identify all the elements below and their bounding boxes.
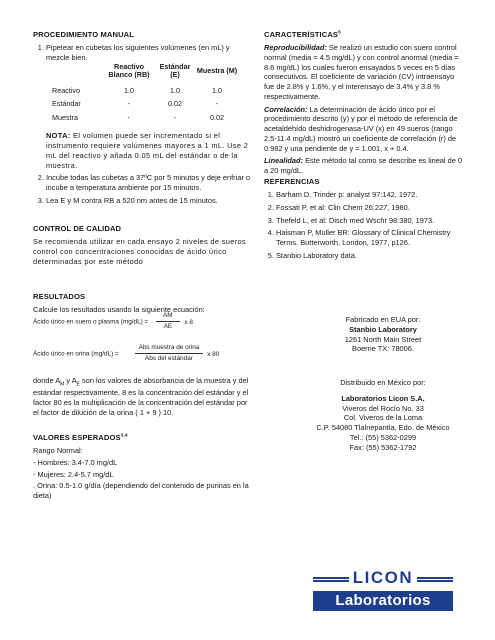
manufacturer-address-2: Boerne TX: 78006. [352, 344, 414, 354]
range-urine: . Orina: 0.5-1.0 g/día (dependiendo del contenido de purinas en la dieta) [33, 481, 249, 501]
table-cell: Reactivo [52, 85, 80, 95]
table-cell: Muestra [52, 112, 78, 122]
table-cell: Estándar [52, 99, 81, 109]
subscript-e: E [76, 381, 80, 388]
range-men: - Hombres: 3.4-7.0 mg/dL [33, 457, 118, 467]
formula-urine-factor: x 80 [207, 350, 220, 358]
left-column [33, 30, 253, 209]
linearity-text: Este método tal como se describe es lineal de 0 a 20 mg/dL. [264, 156, 463, 176]
manufacturer-made-in: Fabricado en EUA por: [345, 315, 421, 324]
list-item: 3. Thefeld L, et al: Disch med Wschr 98:380, 1973. [276, 216, 464, 226]
formula-serum [33, 312, 193, 332]
manual-step-2: 2. Incube todas las cubetas a 37ºC por 5 minutos y deje enfriar o incube a temperatura ambiente por 15 minutos. [46, 173, 253, 193]
manual-heading: PROCEDIMIENTO MANUAL [33, 30, 135, 39]
table-cell: 1.0 [212, 85, 222, 95]
distributor-name: Laboratorios Licon S.A. [341, 393, 425, 403]
subscript-m: M [60, 381, 65, 388]
table-cell: 1.0 [170, 85, 180, 95]
distributor-address-3: C.P. 54080 Tlalnepantla, Edo. de México [316, 423, 450, 433]
quality-section [33, 224, 253, 266]
reproducibility-paragraph [264, 43, 464, 102]
licon-logo [313, 566, 453, 614]
logo-word-top [313, 568, 453, 588]
results-intro: Calcule los resultados usando la siguiente ecuación: [33, 305, 205, 315]
distributor-address-2: Col. Viveros de la Loma [343, 413, 423, 423]
range-label: Rango Normal: [33, 446, 83, 456]
expected-values-section [33, 433, 253, 501]
linearity-paragraph [264, 156, 464, 176]
logo-word-top-text: LICON [349, 568, 417, 587]
note-text: El volumen puede ser incrementado si el instrumento requiere volúmenes mayores a 1 mL. Use 2 mL del reactivo y añada 0.05 mL del estándar o de la muestra. [46, 131, 249, 170]
expected-heading [33, 433, 253, 443]
volume-note [46, 131, 253, 170]
linearity-label: Linealidad: [264, 156, 304, 166]
expected-heading-sup: 3,4 [120, 433, 128, 439]
characteristics-heading-text: CARACTERÍSTICAS [264, 30, 339, 39]
list-item: 4. Haisman P, Muller BR: Glossary of Clinical Chemistry Terms. Butterworth, London, 1977, p126. [276, 228, 464, 248]
table-cell: - [215, 99, 219, 109]
distributor-tel: Tel.: (55) 5362-0299 [349, 432, 417, 442]
manual-step-1-text: Pipetear en cubetas los siguientes volúmenes (en mL) y mezcle bien. [46, 43, 230, 62]
characteristics-heading-sup: 5 [338, 30, 341, 36]
table-cell: - [127, 99, 131, 109]
table-row [52, 84, 238, 98]
range-women: - Mujeres: 2.4-5.7 mg/dL [33, 469, 114, 479]
table-cell: - [173, 112, 177, 122]
formula-urine-numerator: Abs muestra de orina [135, 344, 204, 354]
manufacturer-block [300, 315, 466, 354]
formula-urine [33, 344, 219, 364]
volumes-header-blank [52, 63, 104, 84]
formula-serum-fraction [156, 312, 180, 332]
list-item: 1. Barham D. Trinder p: analyst 97:142, 1972. [276, 190, 464, 200]
formula-serum-denominator: AE [163, 323, 173, 331]
manual-step-3: 3. Lea E y M contra RB a 520 nm antes de 15 minutos. [46, 196, 253, 206]
formula-urine-fraction [135, 344, 204, 364]
table-cell: 1.0 [124, 85, 134, 95]
volumes-table [52, 63, 238, 125]
distributor-block [290, 378, 476, 452]
volumes-table-header [52, 63, 238, 84]
table-row [52, 111, 238, 125]
logo-word-bottom: Laboratorios [313, 591, 453, 611]
formula-serum-factor: x 8 [184, 318, 193, 326]
distributor-label: Distribuido en México por: [340, 378, 426, 387]
volumes-header-blank-reagent: Reactivo Blanco (RB) [108, 61, 150, 80]
references-section [264, 177, 464, 264]
table-cell: 0.02 [210, 112, 224, 122]
explanation-text: y A [64, 376, 77, 385]
manufacturer-address-1: 1261 North Main Street [344, 334, 422, 344]
manufacturer-name: Stanbio Laboratory [349, 324, 417, 334]
manual-step-1 [46, 43, 253, 170]
correlation-text: La determinación de ácido úrico por el procedimiento descrito (y) y por el método de referencia de acetaldehído deshidrogenasa-UV (x) en 49 sueros (rango 2.5-11.4 mg/dL) mostró un coeficiente de correlación (r) de 0.982 y una pendiente de y = 1.001, x + 0.4. [264, 104, 458, 153]
reproducibility-label: Reproducibilidad: [264, 43, 327, 53]
expected-heading-text: VALORES ESPERADOS [33, 433, 121, 442]
characteristics-heading [264, 30, 464, 40]
table-cell: 0.02 [168, 99, 182, 109]
reproducibility-text: Se realizó un estudio con suero control normal (media = 4.5 mg/dL) y con control anormal (media = 8.6 mg/dL) los cuales fueron ensayados 5 veces en 5 días consecutivos. El coeficiente de variación (CV) intraensayo fue de 2.8% y 1.6%, y el interensayo de 3.4% y 3.8 % respectivamente. [264, 43, 459, 101]
formula-urine-denominator: Abs del estándar [144, 355, 193, 363]
distributor-address-1: Viveros del Rocío No. 33 [342, 403, 424, 413]
volumes-header-standard: Estándar (E) [159, 61, 191, 80]
table-cell: - [127, 112, 131, 122]
references-list [264, 190, 464, 261]
right-column [264, 30, 464, 176]
explanation-text: son los valores de absorbancia de la muestra y del estándar respectivamente, 8 es la concentración del estándar y el factor 80 es la multiplicación de la concentración del estándar por el factor de dilución de la orina ( 1 + 9 ) 10. [33, 376, 249, 417]
correlation-paragraph [264, 105, 464, 154]
formula-serum-label: Ácido úrico en suero o plasma (mg/dL) = [33, 318, 149, 326]
table-row [52, 97, 238, 111]
volumes-header-sample: Muestra (M) [196, 65, 238, 75]
results-heading: RESULTADOS [33, 292, 86, 301]
results-explanation [33, 376, 254, 417]
explanation-text: donde A [33, 376, 61, 385]
quality-heading: CONTROL DE CALIDAD [33, 224, 122, 233]
references-heading: REFERENCIAS [264, 177, 320, 186]
distributor-fax: Fax: (55) 5362-1792 [349, 442, 417, 452]
quality-text: Se recomienda utilizar en cada ensayo 2 niveles de sueros control con concentraciones conocidas de ácido úrico determinadas por este método [33, 237, 247, 266]
correlation-label: Correlación: [264, 104, 308, 114]
note-label: NOTA: [46, 131, 71, 141]
manual-steps [33, 43, 253, 206]
list-item: 5. Stanbio Laboratory data. [276, 251, 464, 261]
formula-serum-numerator: AM [156, 312, 180, 322]
formula-urine-label: Ácido úrico en orina (mg/dL) = [33, 350, 119, 358]
list-item: 2. Fossati P, et al: Clin Chem 26:227, 1980. [276, 203, 464, 213]
